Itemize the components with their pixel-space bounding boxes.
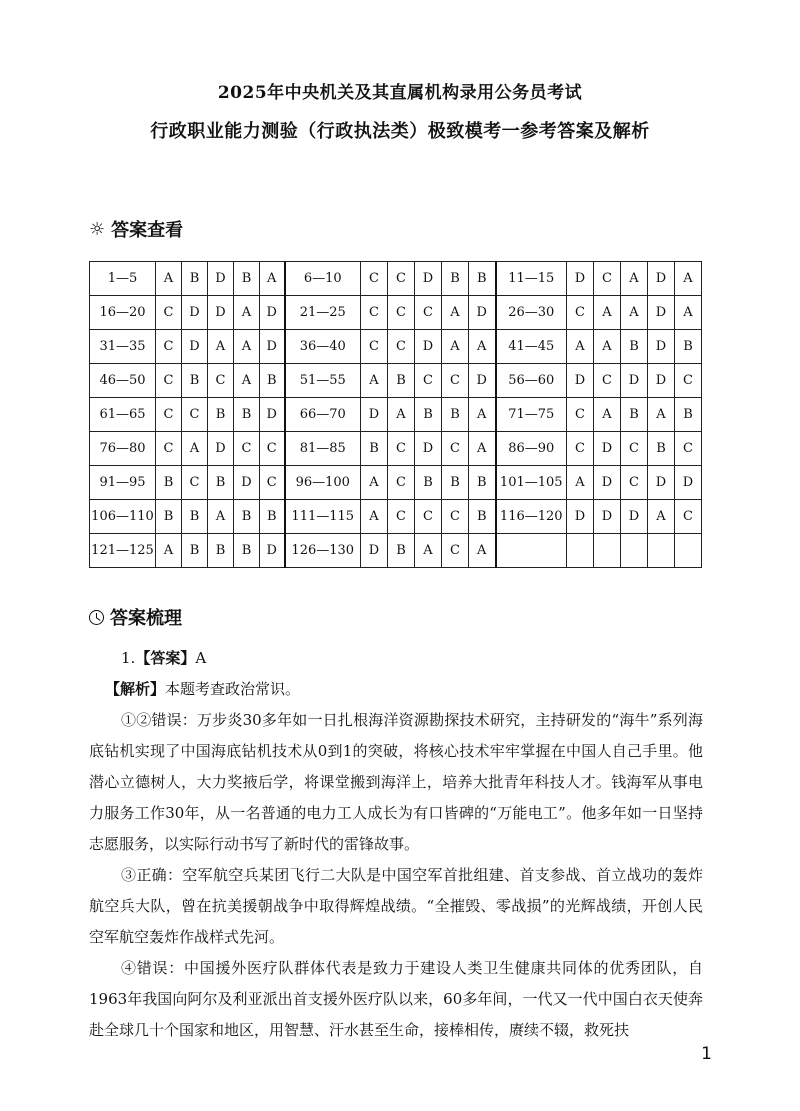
table-row [90,262,702,296]
range-cell: 46—50 [90,364,156,398]
answer-cell: B [648,432,675,466]
answer-cell: A [469,534,496,568]
range-cell: 126—130 [285,534,361,568]
answer-cell: A [621,296,648,330]
range-cell: 16—20 [90,296,156,330]
answer-cell: D [415,262,442,296]
answer-cell: B [469,500,496,534]
answer-cell: B [675,330,702,364]
answer-cell: B [208,534,234,568]
answer-cell: D [361,398,388,432]
range-cell: 111—115 [285,500,361,534]
answer-cell: B [234,398,260,432]
doc-title-line2: 行政职业能力测验（行政执法类）极致模考一参考答案及解析 [150,121,650,142]
answer-cell: C [415,296,442,330]
answer-cell: B [621,398,648,432]
answer-cell: C [594,262,621,296]
answer-cell: A [442,296,469,330]
range-cell: 121—125 [90,534,156,568]
q1-answer-tag: 【答案】 [135,649,196,667]
answer-cell: D [594,466,621,500]
answer-cell: C [361,330,388,364]
answer-cell: A [594,398,621,432]
answer-cell: B [442,262,469,296]
q1-analysis-tag: 【解析】 [105,680,166,698]
answer-cell: D [182,296,208,330]
section-answer-review-label: 答案梳理 [110,608,182,629]
range-cell: 86—90 [496,432,567,466]
answer-cell: B [260,364,285,398]
answer-table [89,261,702,568]
answer-cell: A [260,262,285,296]
answer-cell: A [234,296,260,330]
answer-cell: C [388,296,415,330]
answer-cell: B [182,262,208,296]
answer-cell: B [156,466,182,500]
sun-icon: ☼ [89,218,106,240]
q1-analysis-line [105,674,703,705]
answer-cell: A [442,330,469,364]
range-cell: 31—35 [90,330,156,364]
answer-cell: B [469,262,496,296]
table-row [90,500,702,534]
answer-cell: C [156,296,182,330]
answer-cell: C [361,296,388,330]
answer-cell [567,534,594,568]
range-cell: 106—110 [90,500,156,534]
answer-cell: C [156,432,182,466]
answer-cell: C [675,432,702,466]
answer-cell: A [469,432,496,466]
answer-cell: A [648,500,675,534]
answer-cell: B [469,466,496,500]
answer-cell: B [208,398,234,432]
table-row [90,398,702,432]
answer-cell: B [442,466,469,500]
answer-cell: C [156,364,182,398]
range-cell: 96—100 [285,466,361,500]
answer-cell: D [567,262,594,296]
answer-cell: C [388,500,415,534]
answer-cell: D [648,466,675,500]
answer-cell: D [415,432,442,466]
range-cell: 26—30 [496,296,567,330]
answer-cell: A [648,398,675,432]
answer-cell: B [182,534,208,568]
answer-cell: C [208,364,234,398]
range-cell: 6—10 [285,262,361,296]
answer-cell: D [648,296,675,330]
table-row [90,534,702,568]
answer-cell: B [208,466,234,500]
answer-cell: C [182,466,208,500]
answer-cell: A [594,296,621,330]
answer-cell: B [442,398,469,432]
answer-cell: C [361,262,388,296]
answer-cell: C [442,364,469,398]
answer-cell: C [415,500,442,534]
answer-cell: D [621,500,648,534]
answer-cell: C [156,330,182,364]
answer-cell: B [675,398,702,432]
q1-paragraph-2: ③正确：空军航空兵某团飞行二大队是中国空军首批组建、首支参战、首立战功的轰炸航空兵大队，曾在抗美援朝战争中取得辉煌战绩。“全摧毁、零战损”的光辉战绩，开创人民空军航空轰炸作战样式先河。 [89,866,703,946]
answer-cell: C [442,534,469,568]
answer-cell: B [234,534,260,568]
table-row [90,364,702,398]
answer-cell: A [567,330,594,364]
answer-cell: B [361,432,388,466]
answer-cell: A [361,466,388,500]
answer-cell: D [260,296,285,330]
answer-cell: A [156,534,182,568]
answer-cell: C [621,466,648,500]
answer-cell: D [567,364,594,398]
table-row [90,330,702,364]
q1-answer-line [121,643,735,674]
answer-cell: A [208,330,234,364]
answer-cell: D [415,330,442,364]
answer-cell: D [208,296,234,330]
answer-cell: D [208,262,234,296]
range-cell: 91—95 [90,466,156,500]
table-row [90,296,702,330]
answer-cell: B [234,500,260,534]
answer-cell: A [156,262,182,296]
answer-cell [594,534,621,568]
answer-cell: D [675,466,702,500]
answer-cell: C [388,262,415,296]
page-number: 1 [701,1044,712,1064]
answer-cell: D [648,330,675,364]
answer-cell: D [469,364,496,398]
answer-cell: C [388,432,415,466]
answer-cell: A [621,262,648,296]
range-cell: 81—85 [285,432,361,466]
answer-cell: D [648,364,675,398]
answer-cell: C [388,466,415,500]
answer-cell: B [182,500,208,534]
range-cell: 56—60 [496,364,567,398]
answer-cell: C [388,330,415,364]
answer-cell: D [648,262,675,296]
answer-cell [621,534,648,568]
answer-cell: A [469,398,496,432]
answer-cell: A [594,330,621,364]
answer-cell: A [234,330,260,364]
answer-cell: C [675,500,702,534]
section-answer-view [89,216,183,242]
answer-cell: D [260,534,285,568]
answer-cell: D [208,432,234,466]
answer-cell: D [260,330,285,364]
answer-cell: B [234,262,260,296]
q1-paragraph-3: ④错误：中国援外医疗队群体代表是致力于建设人类卫生健康共同体的优秀团队，自1963年我国向阿尔及利亚派出首支援外医疗队以来，60多年间，一代又一代中国白衣天使奔赴全球几十个国家和地区，用智慧、汗水甚至生命，接棒相传，赓续不辍，救死扶 [89,959,703,1039]
answer-cell: A [388,398,415,432]
answer-cell: B [156,500,182,534]
q1-number: 1. [121,649,136,667]
answer-cell: A [469,330,496,364]
answer-cell: A [361,364,388,398]
answer-cell: D [621,364,648,398]
answer-cell: B [182,364,208,398]
answer-cell [648,534,675,568]
answer-cell: C [675,364,702,398]
table-row [90,432,702,466]
q1-paragraph-1: ①②错误：万步炎30多年如一日扎根海洋资源勘探技术研究，主持研发的“海牛”系列海底钻机实现了中国海底钻机技术从0到1的突破，将核心技术牢牢掌握在中国人自己手里。他潜心立德树人，大力奖掖后学，将课堂搬到海洋上，培养大批青年科技人才。钱海军从事电力服务工作30年，从一名普通的电力工人成长为有口皆碑的“万能电工”。他多年如一日坚持志愿服务，以实际行动书写了新时代的雷锋故事。 [89,711,703,853]
answer-cell: A [182,432,208,466]
range-cell: 1—5 [90,262,156,296]
answer-cell: C [260,466,285,500]
range-cell: 66—70 [285,398,361,432]
section-answer-review [89,604,182,630]
answer-cell: C [594,364,621,398]
clock-icon [89,610,104,625]
answer-cell: A [675,262,702,296]
range-cell [496,534,567,568]
answer-cell: C [567,398,594,432]
answer-cell: D [594,432,621,466]
table-row [90,466,702,500]
answer-cell: D [594,500,621,534]
answer-cell: C [182,398,208,432]
answer-cell: A [361,500,388,534]
answer-cell: C [567,432,594,466]
answer-cell: B [388,364,415,398]
section-answer-view-label: 答案查看 [111,220,184,241]
answer-cell: A [567,466,594,500]
answer-cell: A [234,364,260,398]
range-cell: 116—120 [496,500,567,534]
answer-cell: B [415,398,442,432]
answer-cell: C [567,296,594,330]
range-cell: 71—75 [496,398,567,432]
answer-cell: D [361,534,388,568]
range-cell: 76—80 [90,432,156,466]
answer-cell: C [415,364,442,398]
answer-cell: B [415,466,442,500]
range-cell: 51—55 [285,364,361,398]
answer-cell: B [260,500,285,534]
answer-cell: A [415,534,442,568]
answer-cell [675,534,702,568]
range-cell: 21—25 [285,296,361,330]
answer-cell: B [621,330,648,364]
q1-answer: A [195,649,207,667]
answer-cell: C [442,432,469,466]
answer-cell: D [182,330,208,364]
q1-analysis: 本题考查政治常识。 [165,680,301,698]
range-cell: 41—45 [496,330,567,364]
answer-cell: D [260,398,285,432]
answer-cell: C [621,432,648,466]
answer-cell: D [469,296,496,330]
answer-cell: D [567,500,594,534]
answer-cell: A [208,500,234,534]
range-cell: 61—65 [90,398,156,432]
answer-cell: C [234,432,260,466]
doc-title-line1: 2025年中央机关及其直属机构录用公务员考试 [217,83,583,103]
answer-cell: B [388,534,415,568]
answer-cell: C [442,500,469,534]
range-cell: 36—40 [285,330,361,364]
answer-cell: C [156,398,182,432]
range-cell: 101—105 [496,466,567,500]
answer-cell: D [234,466,260,500]
answer-cell: C [260,432,285,466]
range-cell: 11—15 [496,262,567,296]
answer-cell: A [675,296,702,330]
